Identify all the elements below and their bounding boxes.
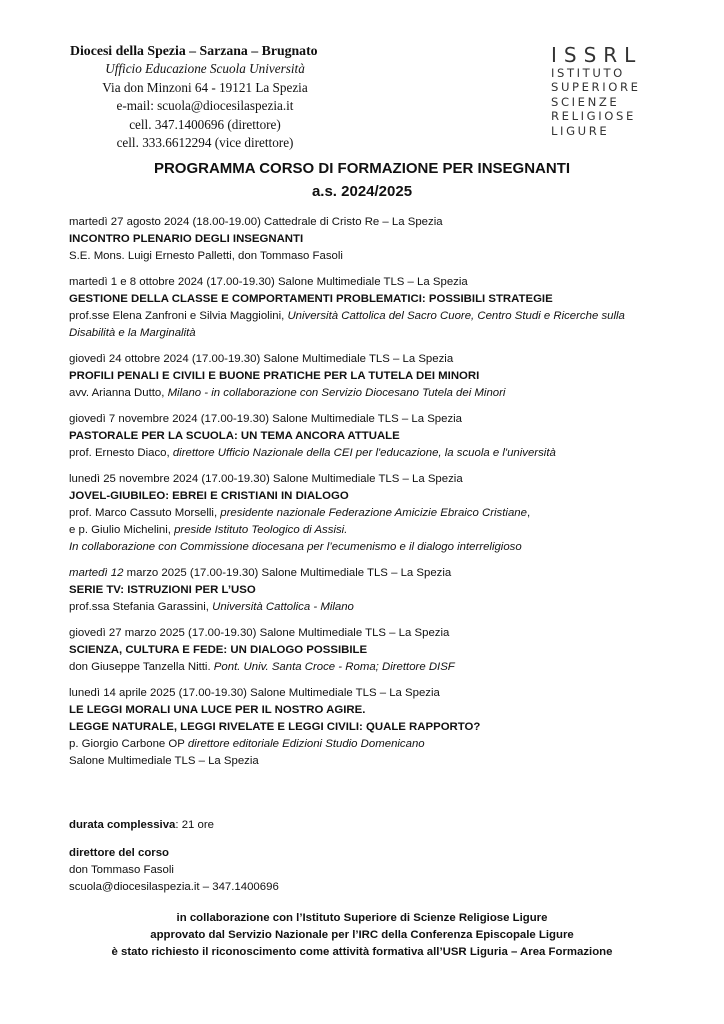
- event-speaker-2: [69, 522, 659, 539]
- logo-acronym: ISSRL: [551, 43, 643, 67]
- footer-line-2: approvato dal Servizio Nazionale per l’IRC della Conferenza Episcopale Ligure: [150, 929, 574, 941]
- speaker-name: don Giuseppe Tanzella Nitti.: [69, 661, 214, 673]
- speaker-affiliation: Milano - in collaborazione con Servizio Diocesano Tutela dei Minori: [167, 387, 506, 399]
- speaker-name: prof. Ernesto Diaco,: [69, 447, 173, 459]
- event-item: [69, 274, 659, 342]
- speaker-name: prof. Marco Cassuto Morselli,: [69, 507, 221, 519]
- event-date: martedì 27 agosto 2024 (18.00-19.00) Cattedrale di Cristo Re – La Spezia: [69, 216, 443, 228]
- footer-notes: [0, 910, 724, 961]
- event-speaker: [69, 505, 659, 522]
- email: e-mail: scuola@diocesilaspezia.it: [116, 98, 294, 114]
- event-title: LE LEGGI MORALI UNA LUCE PER IL NOSTRO AGIRE.: [69, 704, 366, 716]
- cell-vice-director: cell. 333.6612294 (vice direttore): [116, 135, 294, 151]
- speaker-affiliation: Pont. Univ. Santa Croce - Roma; Direttore DISF: [213, 661, 455, 673]
- event-title: JOVEL-GIUBILEO: EBREI E CRISTIANI IN DIALOGO: [69, 490, 349, 502]
- event-note: In collaborazione con Commissione diocesana per l’ecumenismo e il dialogo interreligioso: [69, 541, 522, 553]
- event-title: INCONTRO PLENARIO DEGLI INSEGNANTI: [69, 233, 304, 245]
- speaker-affiliation: presidente nazionale Federazione Amicizie Ebraico Cristiane: [220, 507, 527, 519]
- speaker-affiliation: direttore Ufficio Nazionale della CEI per l'educazione, la scuola e l'università: [172, 447, 556, 459]
- speaker-name: p. Giorgio Carbone OP: [69, 738, 188, 750]
- event-date: lunedì 25 novembre 2024 (17.00-19.30) Salone Multimediale TLS – La Spezia: [69, 473, 463, 485]
- speaker-tail: ,: [526, 507, 531, 519]
- event-title: SCIENZA, CULTURA E FEDE: UN DIALOGO POSSIBILE: [69, 644, 368, 656]
- logo-line-2: SUPERIORE: [551, 80, 641, 95]
- speaker-name: avv. Arianna Dutto,: [69, 387, 168, 399]
- speaker-affiliation: Università Cattolica del Sacro Cuore, Centro Studi e Ricerche sulla Disabilità e la Marginalità: [69, 310, 625, 339]
- event-date: giovedì 7 novembre 2024 (17.00-19.30) Salone Multimediale TLS – La Spezia: [69, 413, 463, 425]
- event-date: giovedì 24 ottobre 2024 (17.00-19.30) Salone Multimediale TLS – La Spezia: [69, 353, 454, 365]
- speaker-name: e p. Giulio Michelini,: [69, 524, 175, 536]
- duration-value: : 21 ore: [175, 819, 214, 831]
- event-title: PROFILI PENALI E CIVILI E BUONE PRATICHE PER LA TUTELA DEI MINORI: [69, 370, 480, 382]
- event-title: PASTORALE PER LA SCUOLA: UN TEMA ANCORA ATTUALE: [69, 430, 400, 442]
- speaker-affiliation: preside Istituto Teologico di Assisi.: [174, 524, 348, 536]
- event-date: lunedì 14 aprile 2025 (17.00-19.30) Salone Multimediale TLS – La Spezia: [69, 687, 440, 699]
- event-speaker: [69, 659, 659, 676]
- event-venue: Salone Multimediale TLS – La Spezia: [69, 755, 259, 767]
- director-contact: scuola@diocesilaspezia.it – 347.1400696: [69, 881, 279, 893]
- cell-director: cell. 347.1400696 (direttore): [129, 116, 281, 132]
- event-speaker: [69, 385, 659, 402]
- event-speaker: [69, 736, 659, 753]
- event-date: martedì 1 e 8 ottobre 2024 (17.00-19.30) Salone Multimediale TLS – La Spezia: [69, 276, 468, 288]
- director-label: direttore del corso: [69, 847, 170, 859]
- speaker-affiliation: Università Cattolica - Milano: [212, 601, 354, 613]
- event-item: [69, 471, 659, 556]
- event-item: [69, 411, 659, 462]
- event-date: giovedì 27 marzo 2025 (17.00-19.30) Salone Multimediale TLS – La Spezia: [69, 627, 450, 639]
- event-list: [69, 214, 659, 779]
- event-item: [69, 625, 659, 676]
- event-item: [69, 565, 659, 616]
- event-item: [69, 685, 659, 770]
- footer-line-1: in collaborazione con l’Istituto Superiore di Scienze Religiose Ligure: [176, 912, 548, 924]
- event-speaker: S.E. Mons. Luigi Ernesto Palletti, don Tommaso Fasoli: [69, 250, 343, 262]
- footer-line-3: è stato richiesto il riconoscimento come attività formativa all’USR Liguria – Area Formazione: [111, 946, 613, 958]
- diocese-name: Diocesi della Spezia – Sarzana – Brugnato: [70, 43, 318, 58]
- event-title: SERIE TV: ISTRUZIONI PER L’USO: [69, 584, 256, 596]
- office-name: Ufficio Educazione Scuola Università: [105, 61, 305, 77]
- event-title: GESTIONE DELLA CLASSE E COMPORTAMENTI PROBLEMATICI: POSSIBILI STRATEGIE: [69, 293, 553, 305]
- speaker-name: prof.sse Elena Zanfroni e Silvia Maggiolini,: [69, 310, 288, 322]
- event-date: [69, 565, 659, 582]
- event-speaker: [69, 308, 659, 342]
- event-title-2: LEGGE NATURALE, LEGGI RIVELATE E LEGGI CIVILI: QUALE RAPPORTO?: [69, 721, 481, 733]
- director-name: don Tommaso Fasoli: [69, 864, 174, 876]
- course-director: [69, 845, 669, 896]
- event-speaker: [69, 445, 659, 462]
- speaker-name: prof.ssa Stefania Garassini,: [69, 601, 213, 613]
- event-date-day: martedì 12: [69, 567, 124, 579]
- logo-line-5: LIGURE: [551, 123, 610, 138]
- logo-line-1: ISTITUTO: [551, 66, 625, 80]
- event-speaker: [69, 599, 659, 616]
- logo-line-4: RELIGIOSE: [551, 109, 636, 124]
- duration-label: durata complessiva: [69, 819, 176, 831]
- event-item: [69, 214, 659, 265]
- diocese-letterhead: [70, 42, 370, 152]
- event-date-rest: marzo 2025 (17.00-19.30) Salone Multimediale TLS – La Spezia: [123, 567, 452, 579]
- issrl-logo: [551, 44, 663, 138]
- school-year: a.s. 2024/2025: [311, 183, 413, 200]
- program-title: PROGRAMMA CORSO DI FORMAZIONE PER INSEGNANTI: [153, 160, 571, 177]
- course-duration: [69, 817, 669, 834]
- event-item: [69, 351, 659, 402]
- speaker-affiliation: direttore editoriale Edizioni Studio Domenicano: [187, 738, 425, 750]
- logo-line-3: SCIENZE: [551, 94, 620, 109]
- address: Via don Minzoni 64 - 19121 La Spezia: [102, 79, 308, 95]
